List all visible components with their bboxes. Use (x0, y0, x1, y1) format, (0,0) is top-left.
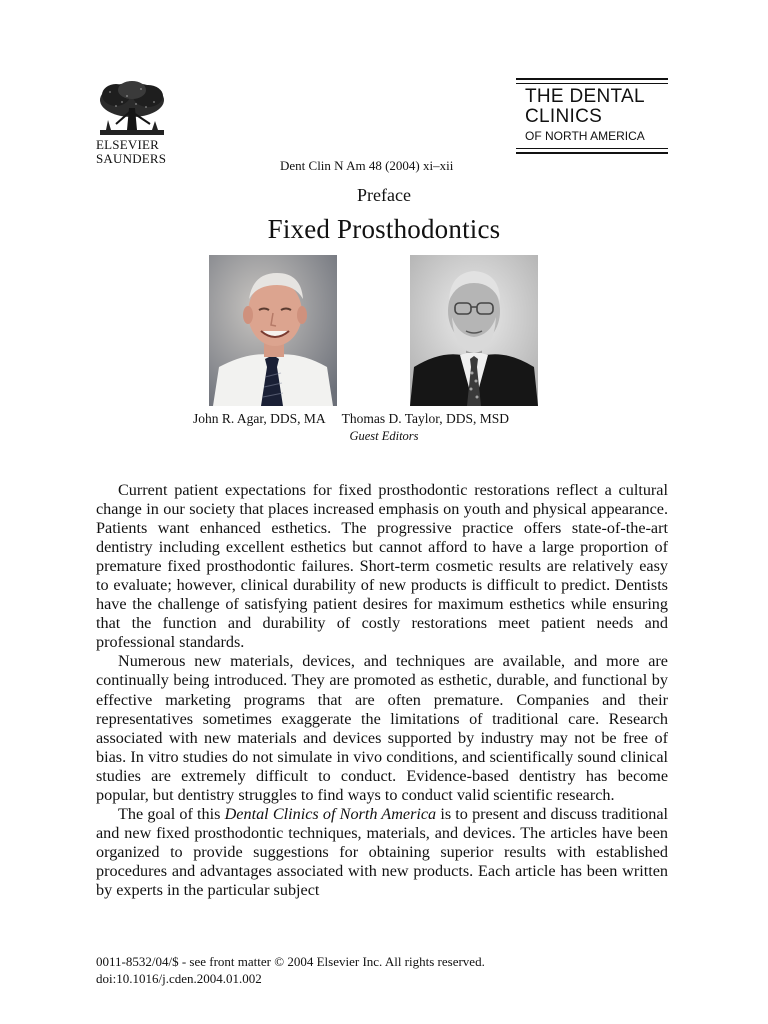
journal-title-line3: OF NORTH AMERICA (525, 129, 645, 143)
journal-name-italic: Dental Clinics of North America (224, 804, 437, 823)
editor-photo-taylor (410, 255, 538, 406)
section-label: Preface (357, 185, 411, 205)
journal-masthead (516, 78, 668, 154)
publisher-logo (96, 80, 176, 166)
masthead-bottom-rule (516, 148, 668, 154)
editor-name-2: Thomas D. Taylor, DDS, MSD (341, 411, 510, 426)
paragraph-3-rest: is to present and discuss traditional and new fixed prosthodontic techniques, materials, and devices. The articles have been organized to provide suggestions for obtaining superior results with established procedures and advantages associated with new products. Each article has been written by experts in the particular subject (96, 804, 668, 899)
publisher-name: ELSEVIER (96, 137, 159, 152)
paragraph-3-start: The goal of this (118, 804, 225, 823)
page-footer (96, 953, 485, 987)
editors-role: Guest Editors (349, 429, 419, 443)
masthead-top-rule (516, 78, 668, 84)
preface-body (96, 481, 668, 900)
paragraph-2: Numerous new materials, devices, and techniques are available, and more are continually being introduced. They are promoted as esthetic, durable, and functional by effective marketing programs that are often premature. Companies and their representatives sometimes exaggerate the limitations of traditional care. Research associated with new materials and devices supported by industry may not be free of bias. In vitro studies do not simulate in vivo conditions, and scientifically sound clinical studies are extremely difficult to conduct. Evidence-based dentistry has become popular, but dentistry struggles to find ways to conduct valid scientific research. (96, 652, 668, 804)
editor-name-1: John R. Agar, DDS, MA (193, 411, 326, 426)
doi-line: doi:10.1016/j.cden.2004.01.002 (96, 971, 262, 986)
paragraph-3 (96, 805, 668, 900)
editor-names (193, 411, 509, 427)
copyright-line: 0011-8532/04/$ - see front matter © 2004 Elsevier Inc. All rights reserved. (96, 954, 485, 969)
journal-title-line1: THE DENTAL (525, 86, 645, 107)
paragraph-1: Current patient expectations for fixed prosthodontic restorations reflect a cultural change in our society that places increased emphasis on youth and physical appearance. Patients want enhanced esthetics. The progressive practice offers state-of-the-art dentistry including excellent esthetics but cannot afford to have a large proportion of premature fixed prosthodontic failures. Short-term cosmetic results are relatively easy to evaluate; however, clinical durability of new products is difficult to predict. Dentists have the challenge of satisfying patient desires for maximum esthetics while ensuring that the function and durability of costly restorations meet patient needs and professional standards. (96, 481, 668, 652)
editor-photo-agar (209, 255, 337, 406)
publisher-imprint: SAUNDERS (96, 151, 167, 166)
article-title: Fixed Prosthodontics (267, 214, 501, 244)
journal-title-line2: CLINICS (525, 106, 603, 127)
elsevier-tree-icon (96, 80, 168, 138)
citation: Dent Clin N Am 48 (2004) xi–xii (280, 158, 454, 173)
